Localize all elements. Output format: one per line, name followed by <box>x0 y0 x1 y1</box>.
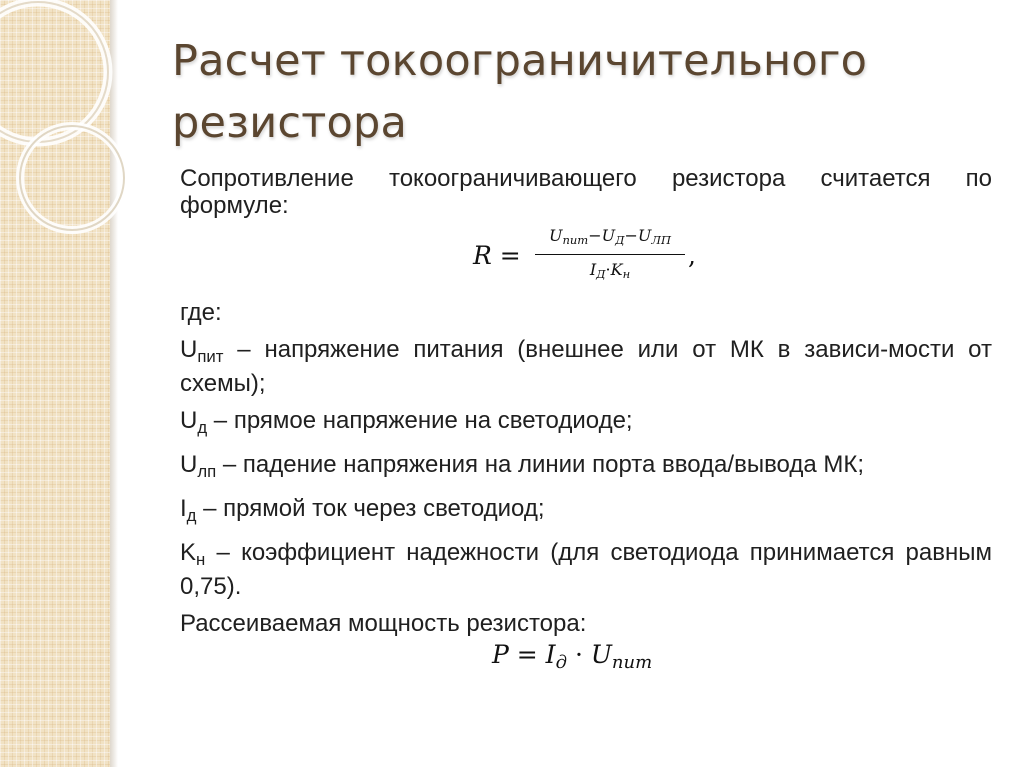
def-text: – прямое напряжение на светодиоде; <box>207 407 633 435</box>
den-k: K <box>610 260 623 280</box>
formula-r-lhs: R = <box>473 241 521 270</box>
decorative-rings <box>0 0 125 260</box>
num-minus-1: − <box>588 226 602 245</box>
def-symbol: K <box>180 539 197 567</box>
formula-r-comma: , <box>688 241 696 270</box>
def-text: – коэффициент надежности (для светодиода принимается равным 0,75). <box>180 539 992 601</box>
definition-k-reliability <box>180 539 992 600</box>
formula-r-denominator <box>535 259 685 285</box>
def-text: – прямой ток через светодиод; <box>196 495 545 523</box>
definition-i-diode <box>180 495 992 529</box>
title-line-2: резистора <box>172 98 408 148</box>
def-symbol: U <box>180 451 198 479</box>
num-u-supply: U <box>548 226 563 245</box>
def-symbol: I <box>180 495 187 523</box>
def-symbol-sub: н <box>196 550 206 570</box>
def-symbol-sub: лп <box>197 462 217 482</box>
title-line-1: Расчет токоограничительного <box>172 36 868 86</box>
power-formula <box>180 641 992 676</box>
def-symbol: U <box>180 336 198 363</box>
formula-p-lhs: P = <box>492 640 538 670</box>
slide-content <box>180 165 992 676</box>
num-u-port-sub: ЛП <box>651 233 672 248</box>
formula-p-dot: · <box>574 640 583 670</box>
definition-u-diode <box>180 407 992 441</box>
power-label: Рассеиваемая мощность резистора: <box>180 610 587 638</box>
num-u-supply-sub: пит <box>562 233 589 248</box>
resistance-formula <box>180 225 992 291</box>
definition-u-port <box>180 451 992 485</box>
intro-paragraph: Сопротивление токоограничивающего резистора считается по формуле: <box>180 165 992 219</box>
den-dot: · <box>605 260 611 280</box>
formula-p-u: U <box>590 640 612 670</box>
formula-p-i: I <box>545 640 556 670</box>
num-u-diode: U <box>601 226 616 245</box>
where-label: где: <box>180 299 222 326</box>
definition-u-supply <box>180 336 992 397</box>
num-minus-2: − <box>624 226 638 245</box>
formula-p-i-sub: д <box>555 652 567 674</box>
def-text: – падение напряжения на линии порта ввода/вывода МК; <box>216 451 865 479</box>
def-text: – напряжение питания (внешнее или от МК в зависи-мости от схемы); <box>180 336 992 398</box>
formula-r-numerator <box>535 225 685 251</box>
def-symbol-sub: д <box>186 506 197 526</box>
formula-p-u-sub: пит <box>611 652 653 674</box>
slide-title <box>172 30 972 154</box>
def-symbol: U <box>180 407 198 435</box>
den-i: I <box>589 260 597 280</box>
num-u-diode-sub: Д <box>615 233 625 248</box>
den-k-sub: н <box>622 267 631 282</box>
formula-r-fraction <box>535 225 685 285</box>
def-symbol-sub: пит <box>197 347 224 367</box>
den-i-sub: Д <box>596 267 606 282</box>
def-symbol-sub: д <box>197 418 208 438</box>
fraction-bar <box>535 254 685 255</box>
num-u-port: U <box>637 226 652 245</box>
